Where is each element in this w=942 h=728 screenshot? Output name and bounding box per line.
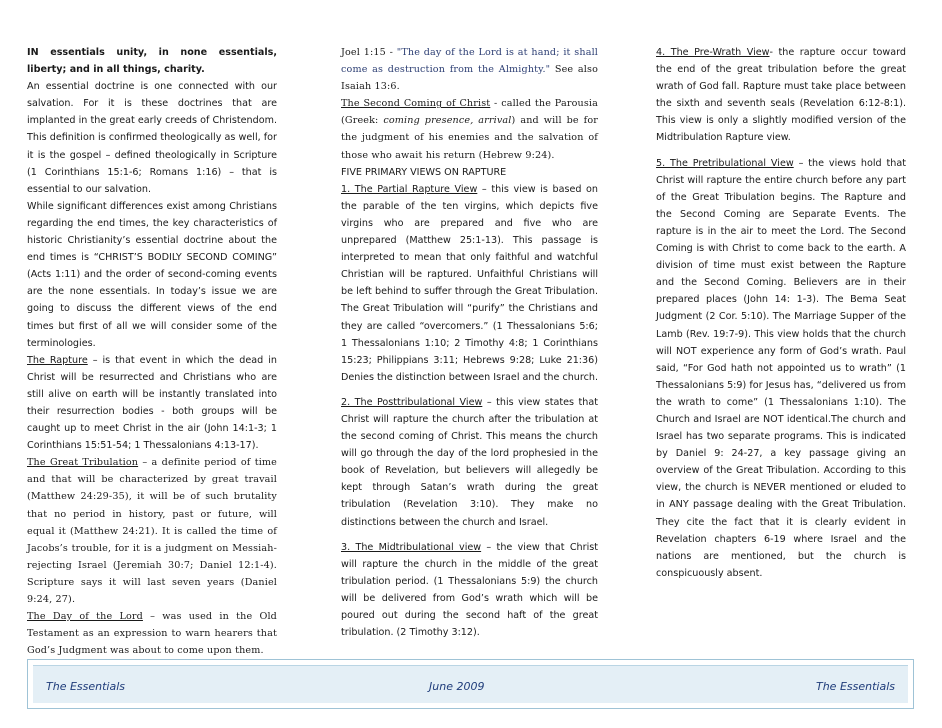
second-coming-definition <box>341 95 598 163</box>
footer-right-title: The Essentials <box>815 680 895 693</box>
day-of-lord-definition <box>27 608 277 659</box>
view-4 <box>656 44 906 147</box>
view-3-text: – the view that Christ will rapture the church in the middle of the great tribulation period. (1 Thessalonians 5:9) the church will be delivered from God’s wrath which will be poured out during the second haft of the great tribulation. (2 Timothy 3:12). <box>341 541 598 639</box>
second-coming-greek: coming presence, arrival <box>383 115 512 127</box>
rapture-term: The Rapture <box>27 354 88 366</box>
view-2-title: 2. The Posttribulational View <box>341 396 483 408</box>
view-5 <box>656 155 906 582</box>
joel-paragraph <box>341 44 598 95</box>
view-4-text: - the rapture occur toward the end of the great tribulation before the great wrath of God fall. Rapture must take place between the sixth and seventh seals (Revelation 6:12-8:1). This view is only a slightly modified version of the Midtribulation Rapture view. <box>656 47 906 144</box>
footer-date: June 2009 <box>429 680 485 693</box>
tribulation-definition <box>27 454 277 608</box>
rapture-text: – is that event in which the dead in Christ will be resurrected and Christians who are still alive on earth will be instantly translated into their resurrection bodies - both groups will be caught up to meet Christ in the air (John 14:1-3; 1 Corinthians 15:51-54; 1 Thessalonians 4:13-17). <box>27 354 278 452</box>
view-3 <box>341 539 598 642</box>
views-heading: FIVE PRIMARY VIEWS ON RAPTURE <box>341 166 507 178</box>
intro-paragraph-1: An essential doctrine is one connected with our salvation. For it is these doctrines that are implanted in the great early creeds of Christendom. This definition is confirmed theologically as well, for it is the gospel – defined theologically in Scripture (1 Corinthians 15:1-6; Romans 1:16) – that is essential to our salvation. <box>27 81 277 195</box>
view-1-title: 1. The Partial Rapture View <box>341 183 478 195</box>
day-of-lord-term: The Day of the Lord <box>27 611 143 623</box>
view-2-text: – this view states that Christ will rapture the church after the tribulation at the second coming of Christ. This means the church will go through the day of the lord prophesied in the book of Revelation, but believers will allegedly be kept through Satan’s wrath during the great tribulation (Revelation 3:10). They make no distinctions between the church and Israel. <box>341 396 598 528</box>
second-coming-term: The Second Coming of Christ <box>341 98 491 110</box>
joel-quote: "The day of the Lord is at hand; it shall come as destruction from the Almighty." <box>341 47 599 76</box>
tribulation-text: – a definite period of time and that will be characterized by great travail (Matthew 24:29-35), it will be of such brutality that no period in history, past or future, will equal it (Matthew 24:21). It is called the time of Jacobs’s trouble, for it is a judgment on Messiah-rejecting Israel (Jeremiah 30:7; Daniel 12:1-4). Scripture says it will last seven years (Daniel 9:24, 27). <box>27 457 277 605</box>
footer-bar <box>33 665 908 703</box>
joel-see-also: See also Isaiah 13:6. <box>341 64 598 93</box>
view-4-title: 4. The Pre-Wrath View <box>656 47 770 58</box>
intro-heading: IN essentials unity, in none essentials, liberty; and in all things, charity. <box>27 47 277 76</box>
intro-paragraph-2: While significant differences exist among Christians regarding the end times, the key characteristics of historic Christianity’s essential doctrine about the end times is “CHRIST’S BODILY SECOND COMING” (Acts 1:11) and the order of second-coming events are the none essentials. In today’s issue we are going to discuss the different views of the end times but first of all we will consider some of the terminologies. <box>27 200 277 349</box>
footer-left-title: The Essentials <box>46 680 126 693</box>
second-coming-text-a: - called the Parousia (Greek: <box>341 98 599 127</box>
second-coming-text-b: ) and will be for the judgment of his enemies and the salvation of those who await his return (Hebrew 9:24). <box>341 115 598 161</box>
view-1-text: – this view is based on the parable of the ten virgins, which depicts five virgins who are prepared and five who are unprepared (Matthew 25:1-13). This passage is interpreted to mean that only faithful and watchful Christian will be raptured. Unfaithful Christians will be left behind to suffer through the Great Tribulation. The Great Tribulation will “purify” the Christians and they are called “overcomers.” (1 Thessalonians 5:6; 1 Thessalonians 1:10; 2 Timothy 4:8; 1 Corinthians 15:23; Philippians 3:11; Hebrews 9:28; Luke 21:36) Denies the distinction between Israel and the church. <box>341 183 599 383</box>
view-3-title: 3. The Midtribulational view <box>341 541 482 553</box>
view-5-title: 5. The Pretribulational View <box>656 157 794 169</box>
view-1 <box>341 181 598 386</box>
view-2 <box>341 394 598 531</box>
day-of-lord-text: – was used in the Old Testament as an expression to warn hearers that God’s Judgment was about to come upon them. <box>27 611 277 657</box>
column-3 <box>656 44 906 582</box>
column-1 <box>27 44 277 659</box>
column-2 <box>341 44 598 641</box>
footer <box>27 659 914 709</box>
rapture-definition <box>27 352 277 455</box>
tribulation-term: The Great Tribulation <box>27 457 139 469</box>
joel-reference: Joel 1:15 - <box>341 47 397 58</box>
view-5-text: – the views hold that Christ will rapture the entire church before any part of the Great Tribulation begins. The Rapture and the Second Coming are Separate Events. The rapture is in the air to meet the Lord. The Second Coming is with Christ to come back to the earth. A division of time must exist between the Rapture and the Second Coming. Believers are in their prepared places (John 14: 1-3). The Bema Seat Judgment (2 Cor. 5:10). The Marriage Supper of the Lamb (Rev. 19:7-9). This view holds that the church will NOT experience any form of God’s wrath. Paul said, “For God hath not appointed us to wrath” (1 Thessalonians 5:9) for Jesus has, “delivered us from the wrath to come” (1 Thessalonians 1:10). The Church and Israel are NOT identical.The church and Israel has two separate programs. This is indicated by Daniel 9: 24-27, a key passage giving an overview of the Great Tribulation. According to this view, the church is NEVER mentioned or eluded to in ANY passage dealing with the Great Tribulation. They cite the fact that it is clearly evident in Revelation chapters 6-19 where Israel and the nations are mentioned, but the church is conspicuously absent. <box>656 157 906 579</box>
